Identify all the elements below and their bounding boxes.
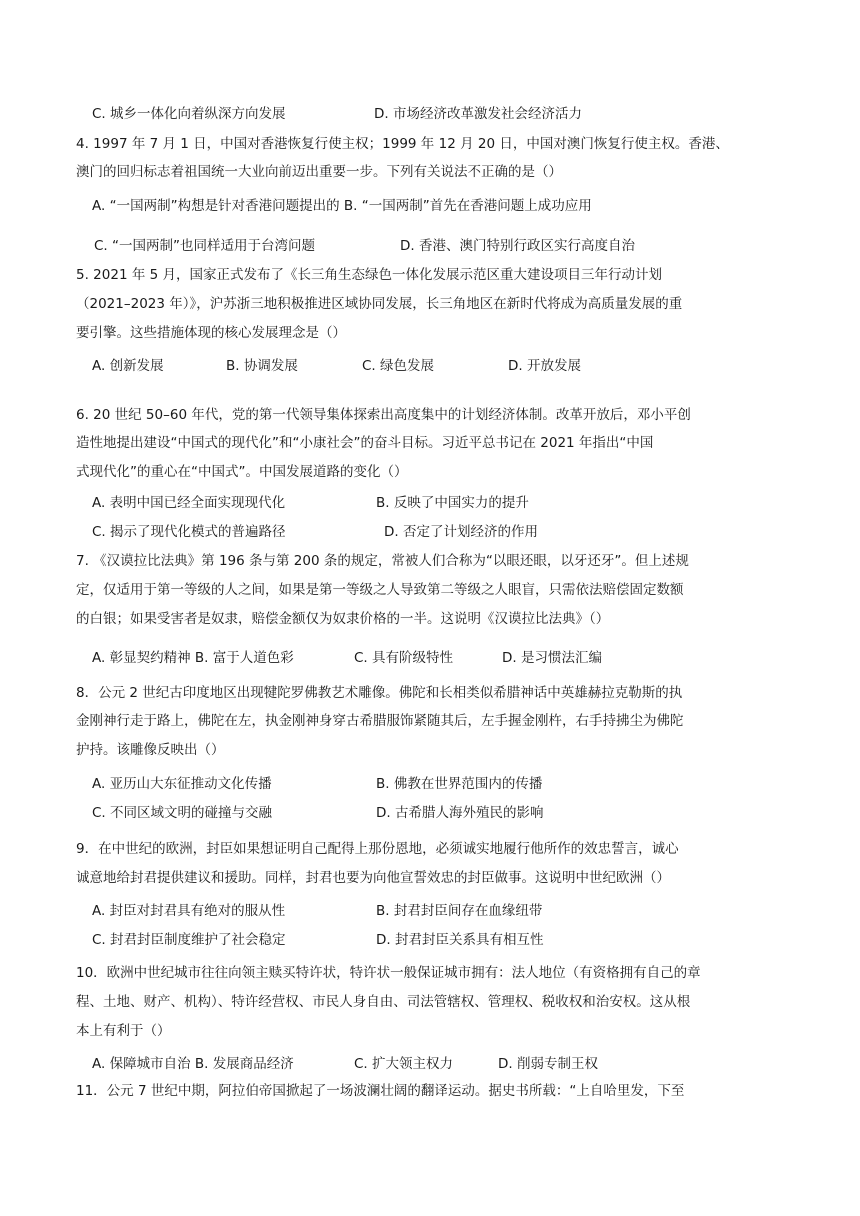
question-7-text: 的白银；如果受害者是奴隶，赔偿金额仅为奴隶价格的一半。这说明《汉谟拉比法典》（） — [76, 611, 610, 627]
option-d: D. 开放发展 — [508, 358, 581, 374]
option-a: A. 创新发展 — [92, 358, 164, 374]
option-b: B. 佛教在世界范围内的传播 — [376, 776, 543, 792]
option-c: C. 不同区域文明的碰撞与交融 — [92, 805, 273, 821]
option-c: C. 封君封臣制度维护了社会稳定 — [92, 932, 286, 948]
question-10-text: 本上有利于（） — [76, 1023, 171, 1039]
option-b: B. 反映了中国实力的提升 — [376, 495, 529, 511]
question-6-text: 6. 20 世纪 50–60 年代，党的第一代领导集体探索出高度集中的计划经济体制。改革开放后，邓小平创 — [76, 407, 691, 423]
option-d: D. 封君封臣关系具有相互性 — [376, 932, 544, 948]
question-8-text: 金刚神行走于路上，佛陀在左，执金刚神身穿古希腊服饰紧随其后，左手握金刚杵，右手持拂尘为佛陀 — [76, 713, 684, 729]
option-a: A. 封臣对封君具有绝对的服从性 — [92, 903, 286, 919]
option-a-b: A. 彰显契约精神 B. 富于人道色彩 — [92, 650, 294, 666]
option-d: D. 古希腊人海外殖民的影响 — [376, 805, 544, 821]
option-c: C. 揭示了现代化模式的普遍路径 — [92, 524, 286, 540]
question-7-text: 7. 《汉谟拉比法典》第 196 条与第 200 条的规定，常被人们合称为“以眼还眼，以牙还牙”。但上述规 — [76, 553, 689, 569]
question-11-text: 11．公元 7 世纪中期，阿拉伯帝国掀起了一场波澜壮阔的翻译运动。据史书所载：“上自哈里发，下至 — [76, 1083, 685, 1099]
option-b: B. 协调发展 — [226, 358, 298, 374]
option-d: D. 香港、澳门特别行政区实行高度自治 — [400, 238, 635, 254]
question-5-text: （2021–2023 年）》，沪苏浙三地积极推进区域协同发展，长三角地区在新时代将成为高质量发展的重 — [76, 296, 683, 312]
option-a-b: A. “一国两制”构想是针对香港问题提出的 B. “一国两制”首先在香港问题上成功应用 — [92, 198, 592, 214]
question-8-text: 8．公元 2 世纪古印度地区出现犍陀罗佛教艺术雕像。佛陀和长相类似希腊神话中英雄赫拉克勒斯的执 — [76, 685, 683, 701]
question-9-text: 诚意地给封君提供建议和援助。同样，封君也要为向他宣誓效忠的封臣做事。这说明中世纪欧洲（） — [76, 870, 670, 886]
question-9-text: 9．在中世纪的欧洲，封臣如果想证明自己配得上那份恩地，必须诚实地履行他所作的效忠誓言，诚心 — [76, 841, 679, 857]
option-d: D. 市场经济改革激发社会经济活力 — [374, 106, 582, 122]
option-b: B. 封君封臣间存在血缘纽带 — [376, 903, 543, 919]
option-c: C. 扩大领主权力 — [354, 1056, 454, 1072]
option-c: C. 城乡一体化向着纵深方向发展 — [92, 106, 286, 122]
option-c: C. 具有阶级特性 — [354, 650, 454, 666]
question-8-text: 护持。该雕像反映出（） — [76, 742, 225, 758]
question-10-text: 程、土地、财产、机构）、特许经营权、市民人身自由、司法管辖权、管理权、税收权和治安权。这从根 — [76, 994, 691, 1010]
option-a: A. 亚历山大东征推动文化传播 — [92, 776, 272, 792]
option-a-b: A. 保障城市自治 B. 发展商品经济 — [92, 1056, 294, 1072]
question-5-text: 5. 2021 年 5 月，国家正式发布了《长三角生态绿色一体化发展示范区重大建设项目三年行动计划 — [76, 267, 662, 283]
option-d: D. 是习惯法汇编 — [502, 650, 602, 666]
option-d: D. 削弱专制王权 — [498, 1056, 598, 1072]
option-a: A. 表明中国已经全面实现现代化 — [92, 495, 286, 511]
question-6-text: 式现代化”的重心在“中国式”。中国发展道路的变化（） — [76, 464, 408, 480]
option-c: C. 绿色发展 — [362, 358, 435, 374]
question-6-text: 造性地提出建设“中国式的现代化”和“小康社会”的奋斗目标。习近平总书记在 2021 年指出“中国 — [76, 435, 654, 451]
question-4-text: 澳门的回归标志着祖国统一大业向前迈出重要一步。下列有关说法不正确的是（） — [76, 164, 562, 180]
question-4-text: 4. 1997 年 7 月 1 日，中国对香港恢复行使主权；1999 年 12 月 20 日，中国对澳门恢复行使主权。香港、 — [76, 136, 729, 152]
option-d: D. 否定了计划经济的作用 — [384, 524, 538, 540]
question-5-text: 要引擎。这些措施体现的核心发展理念是（） — [76, 325, 346, 341]
question-7-text: 定，仅适用于第一等级的人之间，如果是第一等级之人导致第二等级之人眼盲，只需依法赔偿固定数额 — [76, 582, 684, 598]
option-c: C. “一国两制”也同样适用于台湾问题 — [94, 238, 315, 254]
question-10-text: 10．欧洲中世纪城市往往向领主赎买特许状，特许状一般保证城市拥有：法人地位（有资格拥有自己的章 — [76, 965, 701, 981]
